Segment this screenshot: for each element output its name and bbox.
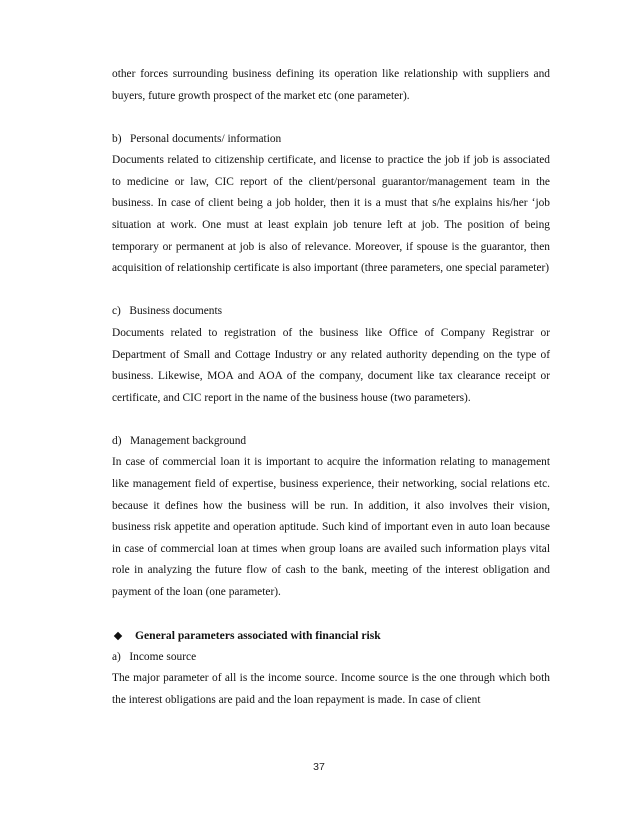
subsection-heading: a) Income source	[112, 650, 197, 663]
intro-paragraph: other forces surrounding business defining its operation like relationship with suppliers and buyers, future growth prospect of the market etc (one parameter).	[112, 68, 550, 102]
section-body: Documents related to registration of the business like Office of Company Registrar or Department of Small and Cottage Industry or any related authority depending on the type of business. Likewise, MOA and AOA of the company, document like tax clearance receipt or certificate, and CIC report in the name of the business house (two parameters).	[112, 326, 550, 404]
section-general-parameters	[112, 625, 550, 711]
page-number: 37	[313, 761, 325, 773]
section-personal-documents	[112, 129, 550, 280]
section-heading: d) Management background	[112, 434, 247, 447]
section-body: Documents related to citizenship certificate, and license to practice the job if job is associated to medicine or law, CIC report of the client/personal guarantor/management team in the business. In case of client being a job holder, then it is a must that s/he explains his/her ‘job situation at work. One must at least explain job tenure left at job. The position of being temporary or permanent at job is also of relevance. Moreover, if spouse is the guarantor, then acquisition of relationship certificate is also important (three parameters, one special parameter)	[112, 154, 550, 275]
section-heading: b) Personal documents/ information	[112, 132, 282, 145]
diamond-bullet-icon	[114, 632, 122, 640]
section-body: In case of commercial loan it is important to acquire the information relating to management like management field of expertise, business experience, their networking, social relations etc. because it defines how the business will be run. In addition, it also involves their vision, business risk appetite and operation aptitude. Such kind of important even in auto loan because in case of commercial loan at times when group loans are availed such information plays vital role in analyzing the future flow of cash to the bank, meeting of the interest obligation and payment of the loan (one parameter).	[112, 456, 550, 598]
section-heading: c) Business documents	[112, 305, 223, 318]
general-parameters-heading	[112, 625, 550, 647]
subsection-body: The major parameter of all is the income source. Income source is the one through which both the interest obligations are paid and the loan repayment is made. In case of client	[112, 672, 550, 706]
section-management-background	[112, 431, 550, 604]
section-business-documents	[112, 301, 550, 409]
general-parameters-title: General parameters associated with financial risk	[135, 629, 381, 643]
document-page	[112, 64, 550, 711]
